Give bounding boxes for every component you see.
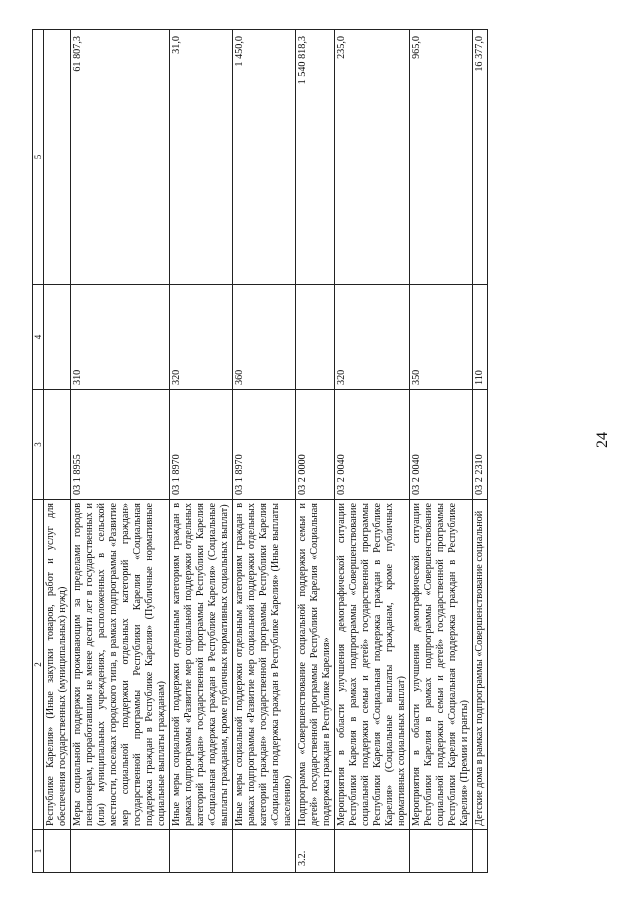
- row-description: Мероприятия в области улучшения демографической ситуации Республики Карелия в рамках подпрограммы «Совершенствование социальной поддержки семьи и детей» государственной программы Республики Карелия «Социальная поддержка граждан в Республике Карелия» (Премии и гранты): [410, 500, 473, 830]
- row-amount: 61 807,3: [71, 30, 170, 285]
- row-amount: 16 377,0: [473, 30, 488, 285]
- row-number: 3.2.: [296, 830, 335, 873]
- row-expense-type: 320: [335, 285, 410, 390]
- row-expense-type: [44, 285, 71, 390]
- row-amount: 965,0: [410, 30, 473, 285]
- table-row: [410, 30, 473, 873]
- row-code: 03 1 8970: [170, 390, 233, 500]
- page-number: 24: [594, 432, 611, 448]
- row-description: Подпрограмма «Совершенствование социальной поддержки семьи и детей» государственной программы Республики Карелия «Социальная поддержка граждан в Республике Карелия»: [296, 500, 335, 830]
- row-code: 03 2 0040: [410, 390, 473, 500]
- column-header: 4: [33, 285, 44, 390]
- row-code: 03 2 2310: [473, 390, 488, 500]
- row-number: [410, 830, 473, 873]
- table-row: [170, 30, 233, 873]
- row-expense-type: [296, 285, 335, 390]
- row-number: [335, 830, 410, 873]
- column-header: 5: [33, 30, 44, 285]
- row-code: 03 2 0000: [296, 390, 335, 500]
- row-expense-type: 320: [170, 285, 233, 390]
- row-description: Иные меры социальной поддержки отдельным категориям граждан в рамках подпрограммы «Развитие мер социальной поддержки отдельных категорий граждан» государственной программы Республики Карелия «Социальная поддержка граждан в Республике Карелия» (Социальные выплаты гражданам, кроме публичных нормативных социальных выплат): [170, 500, 233, 830]
- table-row: [233, 30, 296, 873]
- row-description: Мероприятия в области улучшения демографической ситуации Республики Карелия в рамках подпрограммы «Совершенствование социальной поддержки семьи и детей» государственной программы Республики Карелия «Социальная поддержка граждан в Республике Карелия» (Социальные выплаты гражданам, кроме публичных нормативных социальных выплат): [335, 500, 410, 830]
- column-header: 3: [33, 390, 44, 500]
- row-number: [233, 830, 296, 873]
- row-number: [44, 830, 71, 873]
- row-description: Меры социальной поддержки проживающим за пределами городов пенсионерам, проработавшим не менее десяти лет в государственных и (или) муниципальных учреждениях, расположенных в сельской местности, поселках городского типа, в рамках подпрограммы «Развитие мер социальной поддержки отдельных категорий граждан» государственной программы Республики Карелия «Социальная поддержка граждан в Республике Карелия» (Публичные нормативные социальные выплаты гражданам): [71, 500, 170, 830]
- row-expense-type: 350: [410, 285, 473, 390]
- row-amount: 1 540 818,3: [296, 30, 335, 285]
- row-number: [473, 830, 488, 873]
- row-amount: 1 450,0: [233, 30, 296, 285]
- row-expense-type: 360: [233, 285, 296, 390]
- table-row: [335, 30, 410, 873]
- row-code: 03 1 8955: [71, 390, 170, 500]
- header-row: [33, 30, 44, 873]
- table-row: [473, 30, 488, 873]
- row-amount: [44, 30, 71, 285]
- column-header: 2: [33, 500, 44, 830]
- budget-table: [32, 29, 488, 873]
- row-description: Иные меры социальной поддержки отдельным категориям граждан в рамках подпрограммы «Развитие мер социальной поддержки отдельных категорий граждан» государственной программы Республики Карелия «Социальная поддержка граждан в Республике Карелия» (Иные выплаты населению): [233, 500, 296, 830]
- row-code: 03 2 0040: [335, 390, 410, 500]
- row-expense-type: 310: [71, 285, 170, 390]
- table-row: [296, 30, 335, 873]
- row-code: [44, 390, 71, 500]
- row-code: 03 1 8970: [233, 390, 296, 500]
- row-expense-type: 110: [473, 285, 488, 390]
- rotated-page: [30, 0, 610, 905]
- column-header: 1: [33, 830, 44, 873]
- row-number: [71, 830, 170, 873]
- row-amount: 31,0: [170, 30, 233, 285]
- row-amount: 235,0: [335, 30, 410, 285]
- row-number: [170, 830, 233, 873]
- table-row: [44, 30, 71, 873]
- row-description: Республике Карелия» (Иные закупки товаров, работ и услуг для обеспечения государственных (муниципальных) нужд): [44, 500, 71, 830]
- table-row: [71, 30, 170, 873]
- row-description: Детские дома в рамках подпрограммы «Совершенствование социальной: [473, 500, 488, 830]
